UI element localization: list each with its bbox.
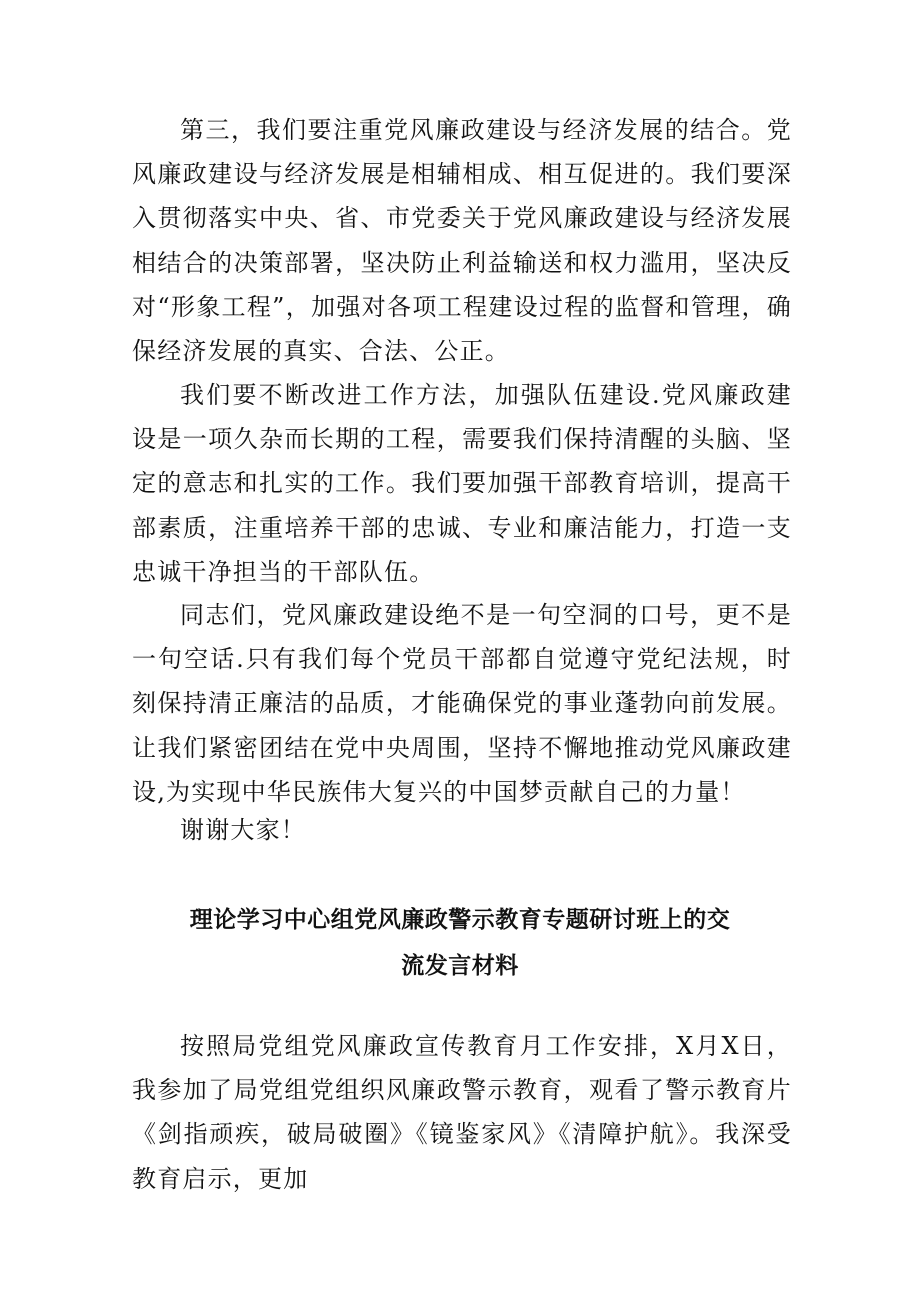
- paragraph-economic-development: 第三，我们要注重党风廉政建设与经济发展的结合。党风廉政建设与经济发展是相辅相成、相互促进的。我们要深入贯彻落实中央、省、市党委关于党风廉政建设与经济发展相结合的决策部署，坚决防止利益输送和权力滥用，坚决反对“形象工程”，加强对各项工程建设过程的监督和管理，确保经济发展的真实、合法、公正。: [132, 116, 792, 366]
- section-title-line-1: 理论学习中心组党风廉政警示教育专题研讨班上的交: [189, 907, 731, 933]
- paragraph-team-building: 我们要不断改进工作方法，加强队伍建设.党风廉政建设是一项久杂而长期的工程，需要我们保持清醒的头脑、坚定的意志和扎实的工作。我们要加强干部教育培训，提高干部素质，注重培养干部的忠诚、专业和廉洁能力，打造一支忠诚干净担当的干部队伍。: [132, 381, 792, 586]
- paragraph-thanks: 谢谢大家！: [180, 816, 306, 844]
- paragraph-comrades-appeal: 同志们，党风廉政建设绝不是一句空洞的口号，更不是一句空话.只有我们每个党员干部都自觉遵守党纪法规，时刻保持清正廉洁的品质，才能确保党的事业蓬勃向前发展。让我们紧密团结在党中央周围，坚持不懈地推动党风廉政建设,为实现中华民族伟大复兴的中国梦贡献自己的力量！: [132, 601, 792, 806]
- section-title-line-2: 流发言材料: [401, 953, 519, 979]
- paragraph-intro: 按照局党组党风廉政宣传教育月工作安排，X月X日，我参加了局党组党组织风廉政警示教育，观看了警示教育片《剑指顽疾，破局破圈》《镜鉴家风》《清障护航》。我深受教育启示，更加: [132, 1032, 792, 1193]
